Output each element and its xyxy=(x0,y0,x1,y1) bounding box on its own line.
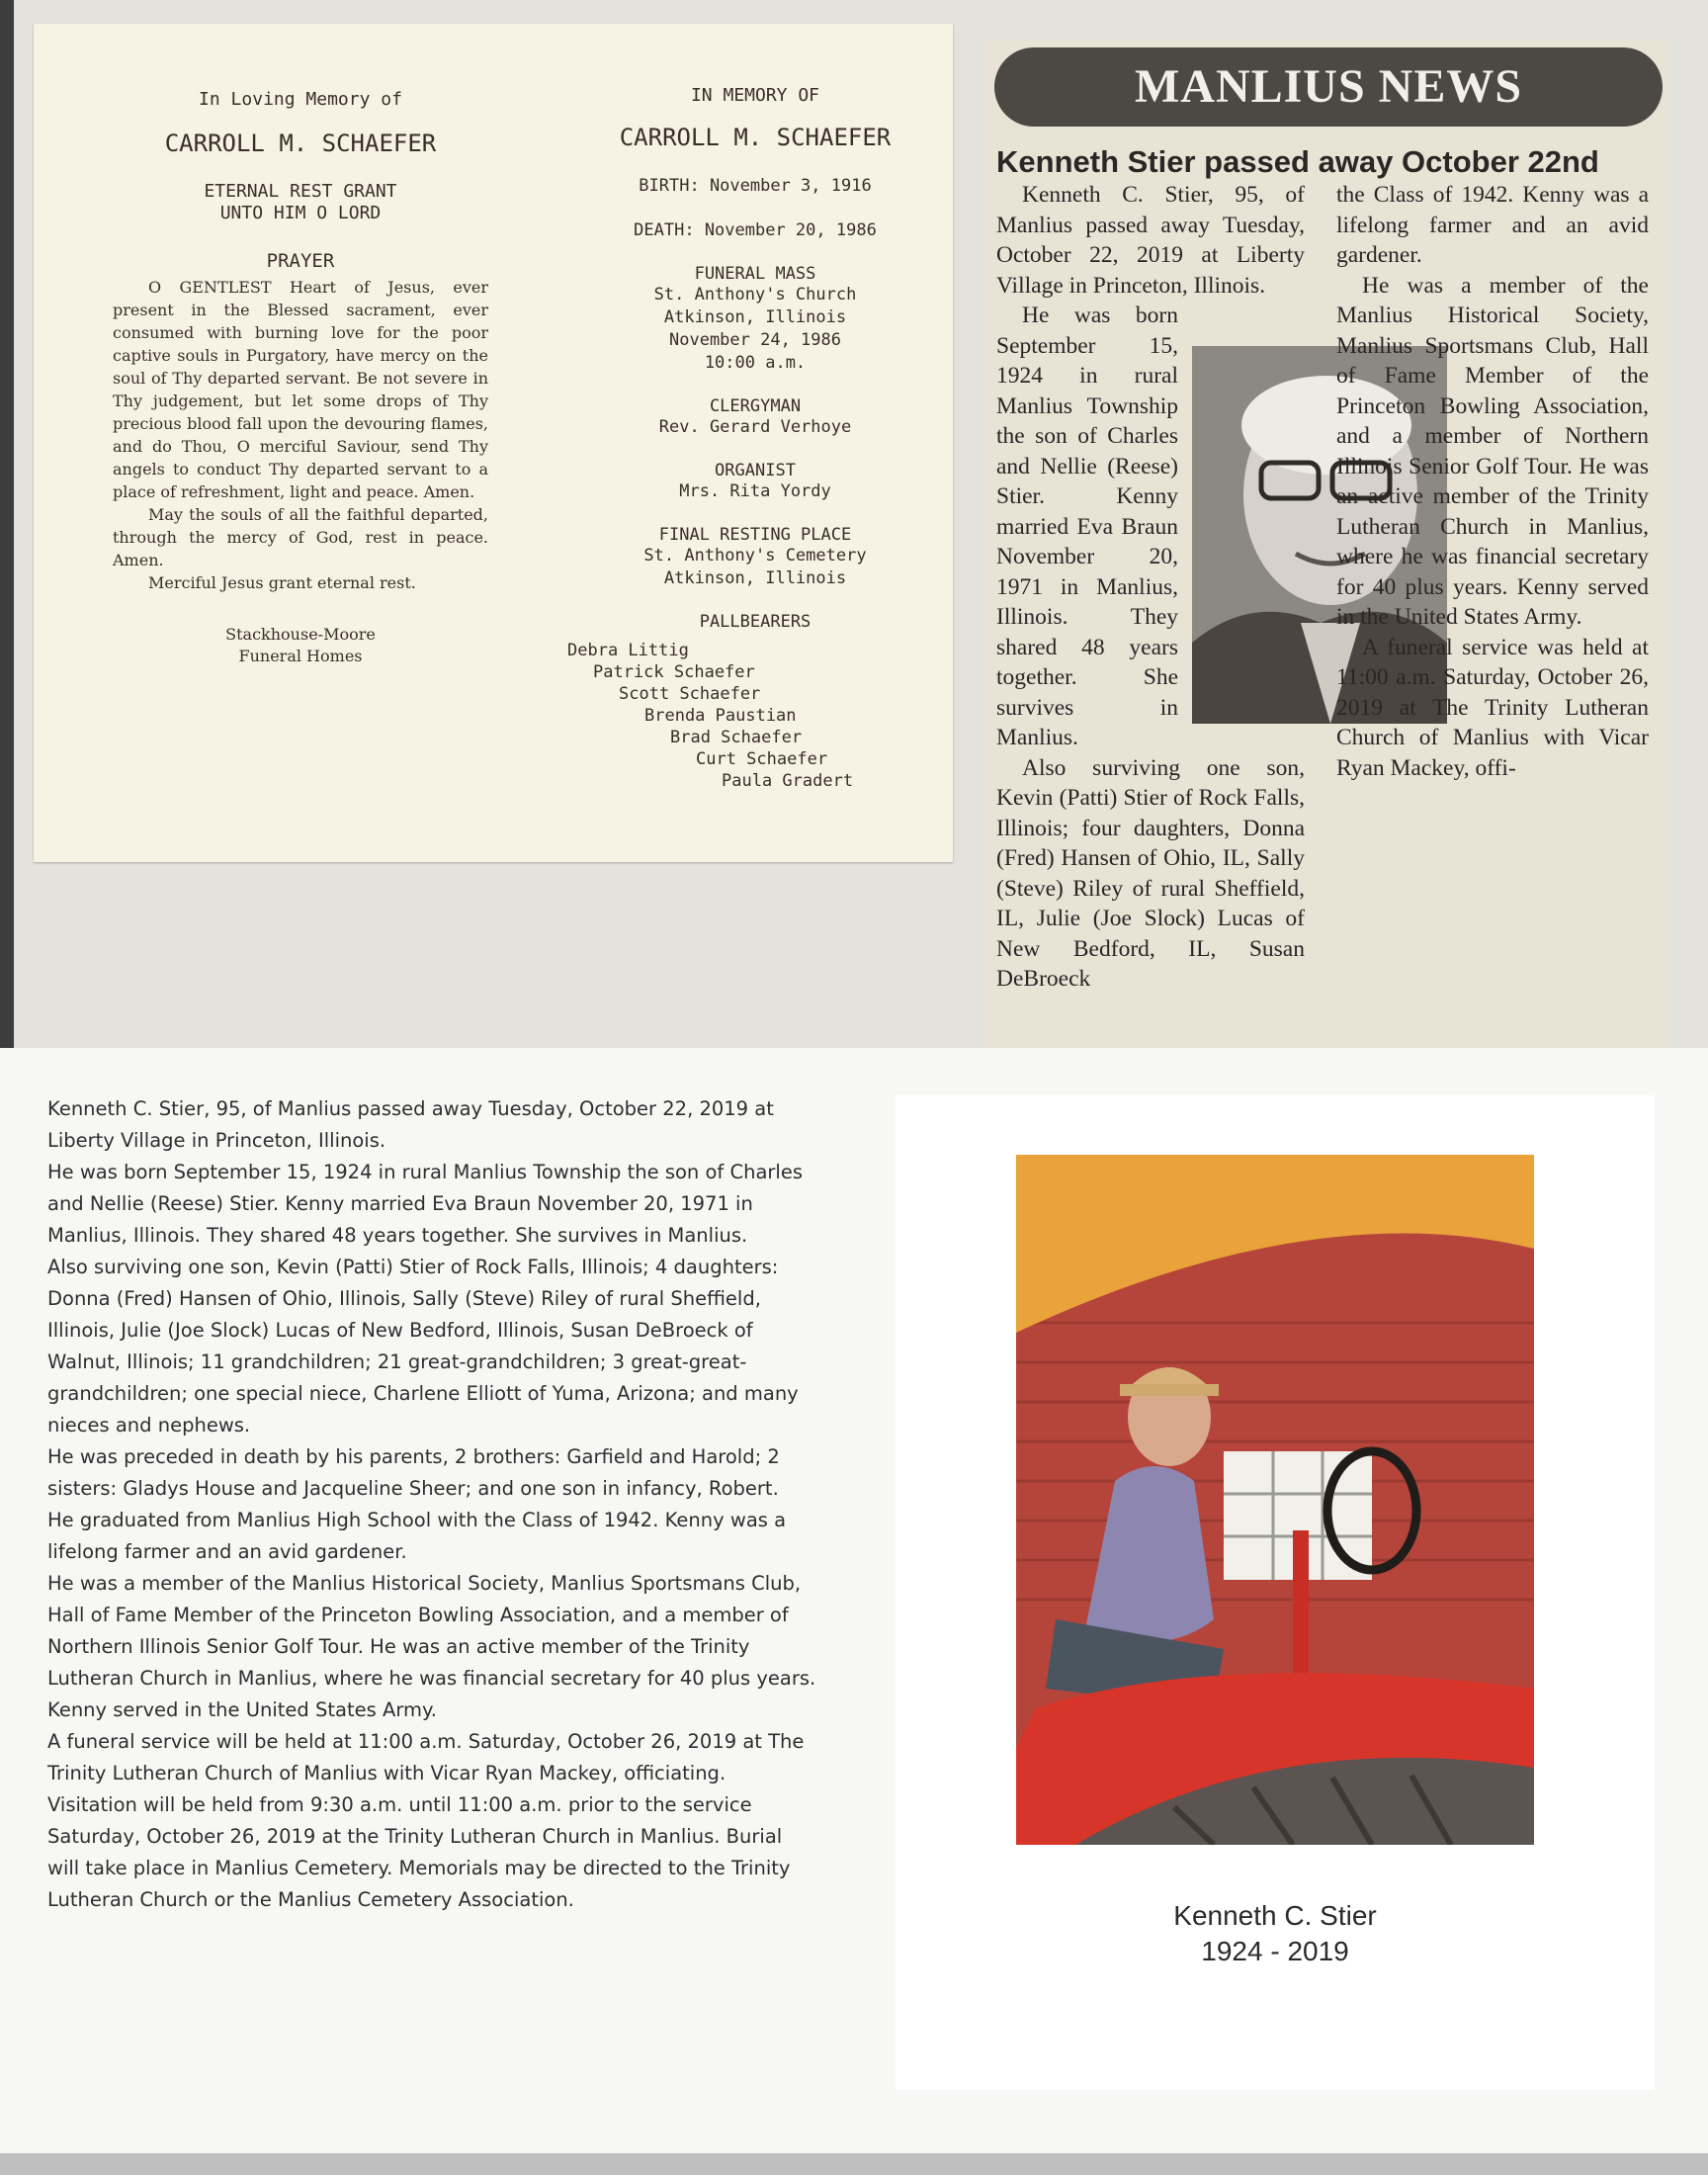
organist-name: Mrs. Rita Yordy xyxy=(679,481,831,501)
obituary-paragraph: He was born September 15, 1924 in rural Manlius Township the son of Charles and Nellie (Reese) Stier. Kenny married Eva Braun November 20, 1971 in Manlius, Illinois. They shared 48 years together. She survives in Manlius. xyxy=(47,1161,803,1247)
photo-caption xyxy=(1016,1898,1534,1969)
in-memory-of: IN MEMORY OF xyxy=(690,85,820,106)
newspaper-column-2 xyxy=(1336,180,1649,783)
obituary-paragraph: He was preceded in death by his parents, 2 brothers: Garfield and Harold; 2 sisters: Gladys House and Jacqueline Sheer; and one son in infancy, Robert. xyxy=(47,1445,780,1500)
pallbearer: Scott Schaefer xyxy=(619,684,761,704)
resting-place-heading: FINAL RESTING PLACE xyxy=(658,525,852,545)
organist-heading: ORGANIST xyxy=(715,461,796,480)
funeral-mass-line: November 24, 1986 xyxy=(669,330,841,350)
news-paragraph: Also surviving one son, Kevin (Patti) Stier of Rock Falls, Illinois; four daughters, Donna (Fred) Hansen of Ohio, IL, Sally (Steve) Riley of rural Sheffield, IL, Julie (Joe Slock) Lucas of New Bedford, IL, Susan DeBroeck xyxy=(996,754,1305,992)
prayer-paragraph: Merciful Jesus grant eternal rest. xyxy=(148,573,416,592)
pallbearers-list xyxy=(567,640,943,792)
obituary-text xyxy=(47,1093,818,1916)
card-name-left: CARROLL M. SCHAEFER xyxy=(164,130,437,157)
caption-years: 1924 - 2019 xyxy=(1201,1936,1349,1966)
newspaper-masthead: MANLIUS NEWS xyxy=(994,47,1663,127)
funeral-mass-heading: FUNERAL MASS xyxy=(694,264,816,284)
pallbearer: Debra Littig xyxy=(567,641,689,660)
prayer-text xyxy=(113,276,488,594)
clergyman-name: Rev. Gerard Verhoye xyxy=(658,417,852,437)
tractor-photo-image xyxy=(1016,1155,1534,1845)
newspaper-clipping xyxy=(986,40,1670,1048)
obituary-paragraph: Kenneth C. Stier, 95, of Manlius passed away Tuesday, October 22, 2019 at Liberty Village in Princeton, Illinois. xyxy=(47,1097,774,1152)
obituary-paragraph: He was a member of the Manlius Historical Society, Manlius Sportsmans Club, Hall of Fame Member of the Princeton Bowling Association, and a member of Northern Illinois Senior Golf Tour. He was an active member of the Trinity Lutheran Church in Manlius, where he was financial secretary for 40 plus years. Kenny served in the United States Army. xyxy=(47,1572,816,1721)
memorial-card xyxy=(34,24,953,862)
in-loving-memory: In Loving Memory of xyxy=(199,89,402,110)
resting-place-line: St. Anthony's Cemetery xyxy=(643,546,867,566)
funeral-home-line1: Stackhouse-Moore xyxy=(225,625,376,644)
pallbearer: Patrick Schaefer xyxy=(593,662,755,682)
pallbearer: Paula Gradert xyxy=(722,771,854,791)
prayer-paragraph: May the souls of all the faithful departed, through the mercy of God, rest in peace. Amen. xyxy=(113,505,488,569)
death-date: DEATH: November 20, 1986 xyxy=(634,220,877,240)
birth-date: BIRTH: November 3, 1916 xyxy=(639,176,872,196)
news-paragraph: Kenneth C. Stier, 95, of Manlius passed away Tuesday, October 22, 2019 at Liberty Village in Princeton, Illinois. xyxy=(996,182,1305,299)
scan-edge xyxy=(0,0,14,1048)
news-paragraph: the Class of 1942. Kenny was a lifelong farmer and an avid gardener. xyxy=(1336,182,1649,268)
prayer-heading: PRAYER xyxy=(266,250,335,272)
card-name-right: CARROLL M. SCHAEFER xyxy=(619,124,892,151)
eternal-rest xyxy=(113,181,488,224)
clergyman-heading: CLERGYMAN xyxy=(709,396,802,416)
memorial-card-left xyxy=(113,89,488,667)
news-paragraph: He was born September 15, 1924 in rural Manlius Township the son of Charles and Nellie (Reese) Stier. Kenny married Eva Braun November 20, 1971 in Manlius, Illinois. They shared 48 years together. She survives in Manlius. xyxy=(996,303,1178,750)
obituary-paragraph: A funeral service will be held at 11:00 a.m. Saturday, October 26, 2019 at The Trinity Lutheran Church of Manlius with Vicar Ryan Mackey, officiating. Visitation will be held from 9:30 a.m. until 11:00 a.m. prior to the service Saturday, October 26, 2019 at the Trinity Lutheran Church in Manlius. Burial will take place in Manlius Cemetery. Memorials may be directed to the Trinity Lutheran Church or the Manlius Cemetery Association. xyxy=(47,1730,805,1911)
funeral-mass-line: 10:00 a.m. xyxy=(704,353,807,373)
funeral-mass-line: St. Anthony's Church xyxy=(653,285,857,304)
resting-place xyxy=(567,545,943,590)
resting-place-line: Atkinson, Illinois xyxy=(663,568,847,588)
obituary-paragraph: He graduated from Manlius High School with the Class of 1942. Kenny was a lifelong farmer and an avid gardener. xyxy=(47,1509,787,1563)
newspaper-headline: Kenneth Stier passed away October 22nd xyxy=(996,144,1599,179)
prayer-paragraph: O GENTLEST Heart of Jesus, ever present in the Blessed sacrament, ever consumed with burning love for the poor captive souls in Purgatory, have mercy on the soul of Thy departed servant. Be not severe in Thy judgement, but let some drops of Thy precious blood fall upon the devouring flames, and do Thou, O merciful Saviour, send Thy angels to conduct Thy departed servant to a place of refreshment, light and peace. Amen. xyxy=(113,278,488,501)
news-paragraph: He was a member of the Manlius Historical Society, Manlius Sportsmans Club, Hall of Fame Member of the Princeton Bowling Association, and a member of Northern Illinois Senior Golf Tour. He was an active member of the Trinity Lutheran Church in Manlius, where he was financial secretary for 40 plus years. Kenny served in the United States Army. xyxy=(1336,272,1649,630)
scan-edge-bottom xyxy=(0,2153,1708,2175)
pallbearer: Brad Schaefer xyxy=(670,728,803,747)
pallbearer: Curt Schaefer xyxy=(696,749,828,769)
funeral-mass-line: Atkinson, Illinois xyxy=(663,307,847,327)
pallbearer: Brenda Paustian xyxy=(644,706,797,726)
obituary-paragraph: Also surviving one son, Kevin (Patti) Stier of Rock Falls, Illinois; 4 daughters: Donna (Fred) Hansen of Ohio, Illinois, Sally (Steve) Riley of rural Sheffield, Illinois, Julie (Joe Slock) Lucas of New Bedford, Illinois, Susan DeBroeck of Walnut, Illinois; 11 grandchildren; 21 great-grandchildren; 3 great-great-grandchildren; one special niece, Charlene Elliott of Yuma, Arizona; and many nieces and nephews. xyxy=(47,1256,799,1436)
pallbearers-heading: PALLBEARERS xyxy=(699,612,811,632)
memorial-card-right xyxy=(567,85,943,792)
tractor-photo xyxy=(1016,1155,1534,1845)
eternal-rest-line2: UNTO HIM O LORD xyxy=(219,203,382,223)
caption-name: Kenneth C. Stier xyxy=(1173,1900,1377,1931)
funeral-home-line2: Funeral Homes xyxy=(238,647,363,665)
funeral-mass-details xyxy=(567,284,943,375)
eternal-rest-line1: ETERNAL REST GRANT xyxy=(204,181,397,202)
funeral-home xyxy=(113,624,488,667)
news-paragraph: A funeral service was held at 11:00 a.m. Saturday, October 26, 2019 at The Trinity Lutheran Church of Manlius with Vicar Ryan Mackey, offi- xyxy=(1336,634,1649,781)
